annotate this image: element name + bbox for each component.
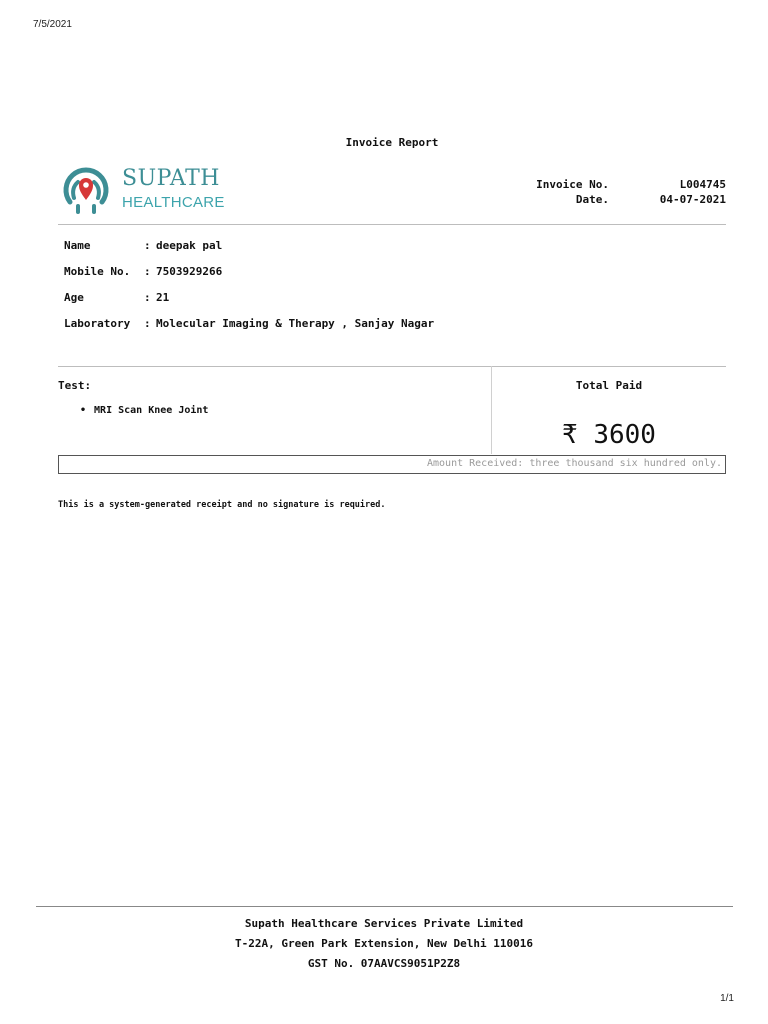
total-paid-label: Total Paid — [575, 379, 643, 392]
location-pin-hands-icon — [58, 162, 114, 218]
list-item: • MRI Scan Knee Joint — [80, 405, 208, 416]
patient-details — [64, 239, 434, 343]
patient-row-mobile — [64, 265, 434, 291]
page-number: 1/1 — [720, 993, 734, 1004]
logo — [58, 162, 238, 218]
patient-age: 21 — [156, 291, 170, 304]
logo-name: SUPATH — [122, 166, 220, 191]
patient-row-age — [64, 291, 434, 317]
invoice-no-value: L004745 — [679, 178, 726, 191]
invoice-labels — [535, 177, 609, 207]
logo-subtitle: HEALTHCARE — [122, 194, 225, 211]
field-separator: : — [144, 265, 151, 278]
patient-row-name — [64, 239, 434, 265]
field-label: Laboratory — [64, 317, 131, 330]
patient-row-laboratory — [64, 317, 434, 343]
test-heading: Test: — [58, 379, 92, 392]
patient-name: deepak pal — [156, 239, 223, 252]
total-paid-amount: ₹ 3600 — [562, 420, 656, 450]
system-generated-note: This is a system-generated receipt and no signature is required. — [58, 500, 386, 510]
field-separator: : — [144, 291, 151, 304]
patient-laboratory: Molecular Imaging & Therapy , Sanjay Nagar — [156, 317, 435, 330]
print-date: 7/5/2021 — [33, 19, 72, 30]
invoice-date-label: Date. — [575, 193, 609, 206]
field-label: Age — [64, 291, 84, 304]
invoice-no-label: Invoice No. — [536, 178, 609, 191]
amount-received-box — [58, 455, 726, 474]
amount-in-words: Amount Received: three thousand six hundred only. — [426, 458, 722, 469]
footer-address: T-22A, Green Park Extension, New Delhi 110016 — [234, 937, 533, 950]
footer-gst: GST No. 07AAVCS9051P2Z8 — [307, 957, 461, 970]
footer — [0, 914, 768, 974]
test-list — [80, 405, 208, 416]
header-divider — [58, 224, 726, 225]
field-label: Mobile No. — [64, 265, 131, 278]
field-separator: : — [144, 239, 151, 252]
field-label: Name — [64, 239, 91, 252]
footer-divider — [36, 906, 733, 907]
invoice-date-value: 04-07-2021 — [659, 193, 726, 206]
footer-company: Supath Healthcare Services Private Limited — [244, 917, 524, 930]
field-separator: : — [144, 317, 151, 330]
page-title: Invoice Report — [345, 136, 439, 149]
patient-mobile: 7503929266 — [156, 265, 223, 278]
section-divider — [58, 366, 726, 367]
invoice-values — [636, 177, 726, 207]
